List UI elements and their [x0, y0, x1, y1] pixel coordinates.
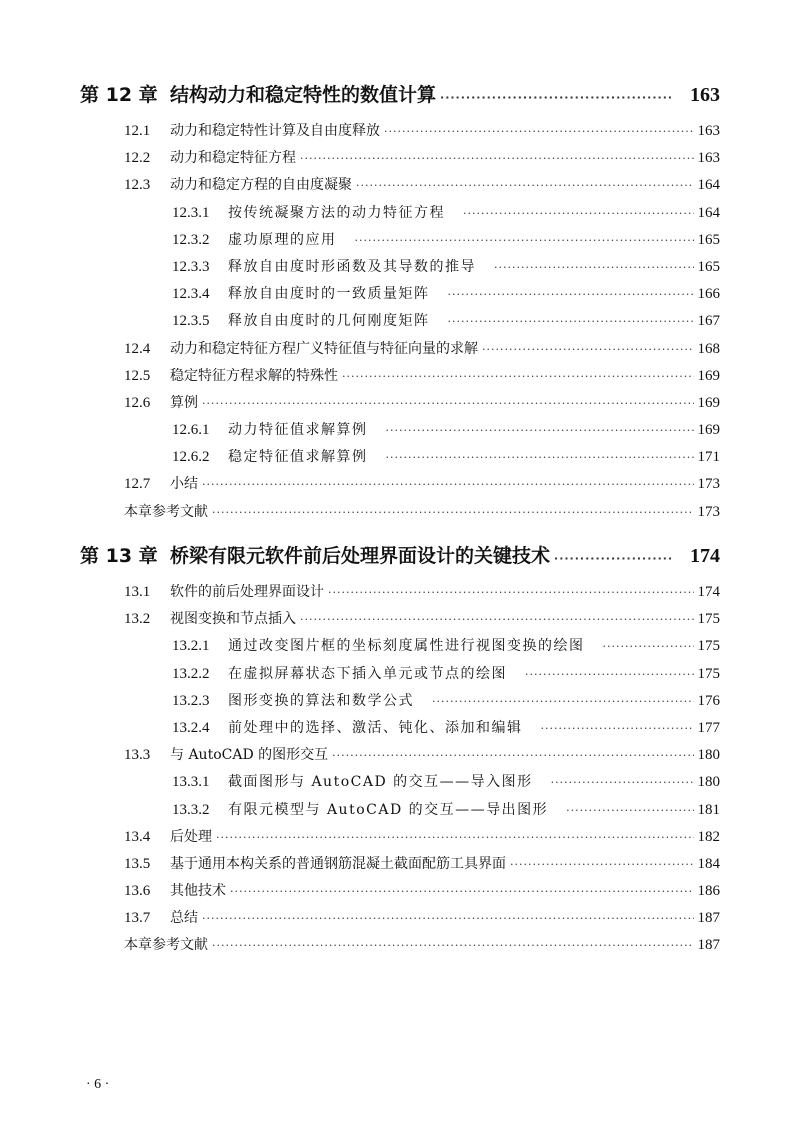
dot-leader	[386, 451, 694, 464]
section-number: 13.2	[124, 611, 151, 628]
toc-entry[interactable]	[80, 338, 720, 365]
dot-leader	[603, 640, 694, 653]
section-page: 175	[697, 638, 720, 655]
section-page: 163	[697, 123, 720, 139]
dot-leader	[482, 343, 694, 356]
section-title: 其他技术	[170, 883, 226, 900]
section-page: 163	[697, 150, 720, 167]
section-page: 182	[697, 828, 720, 845]
section-title: 通过改变图片框的坐标刻度属性进行视图变换的绘图	[228, 638, 585, 655]
section-number: 12.5	[124, 367, 151, 384]
section-title: 虚功原理的应用	[228, 231, 337, 248]
dot-leader	[355, 234, 694, 247]
dot-leader	[386, 424, 694, 437]
toc-entry[interactable]	[80, 229, 720, 256]
dot-leader	[463, 207, 694, 220]
section-title: 基于通用本构关系的普通钢筋混凝土截面配筋工具界面	[170, 855, 506, 872]
section-page: 186	[697, 883, 720, 900]
dot-leader	[202, 478, 694, 491]
section-number: 13.3	[124, 747, 151, 764]
section-page: 180	[697, 747, 720, 764]
section-title: 动力和稳定特征方程广义特征值与特征向量的求解	[170, 340, 478, 357]
section-title: 总结	[170, 910, 198, 927]
chapter-label: 第 13 章	[80, 545, 158, 567]
dot-leader	[212, 506, 694, 519]
toc-entry[interactable]	[80, 310, 720, 337]
section-page: 173	[697, 476, 720, 493]
section-title: 动力和稳定方程的自由度凝聚	[170, 177, 352, 194]
toc-entry[interactable]	[80, 635, 720, 662]
page-number: · 6 ·	[86, 1077, 110, 1092]
section-title: 释放自由度时形函数及其导数的推导	[228, 258, 476, 275]
chapter-page: 174	[690, 545, 720, 567]
section-title: 视图变换和节点插入	[170, 611, 296, 628]
section-number: 13.1	[124, 584, 151, 600]
chapter-13-section	[80, 541, 720, 962]
toc-entry[interactable]	[80, 771, 720, 798]
toc-entry[interactable]	[80, 147, 720, 174]
section-page: 171	[697, 449, 720, 466]
section-page: 167	[697, 313, 720, 330]
dot-leader	[202, 397, 694, 410]
toc-entry[interactable]	[80, 283, 720, 310]
chapter-title: 桥梁有限元软件前后处理界面设计的关键技术	[170, 545, 551, 567]
dot-leader	[541, 722, 694, 735]
section-title: 本章参考文献	[124, 937, 208, 954]
chapter-label: 第 12 章	[80, 84, 158, 106]
section-page: 169	[697, 367, 720, 384]
dot-leader	[356, 179, 694, 192]
dot-leader	[300, 152, 694, 165]
section-number: 12.6.2	[172, 449, 210, 466]
toc-entry[interactable]	[80, 120, 720, 147]
toc-entry[interactable]	[80, 907, 720, 934]
toc-entry[interactable]	[80, 446, 720, 473]
section-title: 后处理	[170, 828, 212, 845]
chapter-title: 结构动力和稳定特性的数值计算	[170, 84, 437, 106]
section-title: 稳定特征值求解算例	[228, 449, 368, 466]
section-number: 13.3.2	[172, 801, 210, 818]
section-page: 168	[697, 340, 720, 357]
chapter-12-section	[80, 80, 720, 528]
section-page: 165	[697, 258, 720, 275]
section-page: 173	[697, 503, 720, 520]
section-title: 稳定特征方程求解的特殊性	[170, 367, 338, 384]
dot-leader	[551, 776, 694, 789]
references-entry[interactable]	[80, 501, 720, 528]
chapter-page: 163	[690, 84, 720, 106]
toc-entry[interactable]	[80, 419, 720, 446]
dot-leader	[300, 613, 694, 626]
section-number: 12.3.3	[172, 258, 210, 275]
toc-entry[interactable]	[80, 717, 720, 744]
section-page: 180	[697, 774, 720, 791]
section-number: 13.4	[124, 828, 151, 845]
section-page: 169	[697, 394, 720, 411]
section-number: 12.3.1	[172, 204, 210, 221]
dot-leader	[432, 695, 694, 708]
section-number: 12.6	[124, 394, 151, 411]
dot-leader	[332, 749, 693, 762]
section-number: 12.3	[124, 177, 151, 194]
toc-entry[interactable]	[80, 365, 720, 392]
toc-entry[interactable]	[80, 256, 720, 283]
section-title: 截面图形与 AutoCAD 的交互——导入图形	[228, 774, 533, 791]
section-number: 12.4	[124, 340, 151, 357]
toc-entry[interactable]	[80, 853, 720, 880]
section-number: 13.7	[124, 910, 151, 927]
section-title: 软件的前后处理界面设计	[170, 584, 324, 600]
toc-entry[interactable]	[80, 799, 720, 826]
section-number: 12.3.4	[172, 286, 210, 303]
dot-leader	[440, 91, 672, 104]
section-number: 12.7	[124, 476, 151, 493]
section-title: 与 AutoCAD 的图形交互	[170, 747, 329, 764]
references-entry[interactable]	[80, 934, 720, 961]
dot-leader	[566, 804, 693, 817]
dot-leader	[554, 552, 672, 565]
chapter-heading[interactable]	[80, 80, 720, 110]
dot-leader	[494, 261, 694, 274]
dot-leader	[328, 586, 694, 599]
section-page: 177	[697, 719, 720, 736]
toc-entry[interactable]	[80, 174, 720, 201]
section-number: 12.3.2	[172, 231, 210, 248]
dot-leader	[230, 885, 694, 898]
section-number: 12.3.5	[172, 313, 210, 330]
toc-entry[interactable]	[80, 392, 720, 419]
section-page: 176	[697, 692, 720, 709]
section-number: 13.6	[124, 883, 151, 900]
dot-leader	[216, 831, 694, 844]
section-title: 有限元模型与 AutoCAD 的交互——导出图形	[228, 801, 549, 818]
section-page: 187	[697, 937, 720, 954]
section-title: 释放自由度时的一致质量矩阵	[228, 286, 430, 303]
section-page: 184	[697, 855, 720, 872]
dot-leader	[212, 939, 694, 952]
toc-entry[interactable]	[80, 744, 720, 771]
section-title: 图形变换的算法和数学公式	[228, 692, 414, 709]
section-number: 12.1	[124, 123, 151, 139]
section-page: 174	[697, 584, 720, 600]
section-number: 13.2.4	[172, 719, 210, 736]
section-page: 187	[697, 910, 720, 927]
section-page: 169	[697, 422, 720, 439]
section-title: 小结	[170, 476, 198, 493]
section-title: 按传统凝聚方法的动力特征方程	[228, 204, 445, 221]
section-number: 13.3.1	[172, 774, 210, 791]
section-number: 13.2.2	[172, 665, 210, 682]
section-number: 12.2	[124, 150, 151, 167]
section-title: 在虚拟屏幕状态下插入单元或节点的绘图	[228, 665, 507, 682]
toc-entry[interactable]	[80, 581, 720, 608]
dot-leader	[202, 912, 694, 925]
dot-leader	[448, 315, 694, 328]
section-page: 166	[697, 286, 720, 303]
toc-entry[interactable]	[80, 826, 720, 853]
section-page: 164	[697, 177, 720, 194]
section-page: 181	[697, 801, 720, 818]
toc-entry[interactable]	[80, 880, 720, 907]
toc-entry[interactable]	[80, 473, 720, 500]
section-title: 算例	[170, 394, 198, 411]
dot-leader	[342, 370, 694, 383]
section-title: 动力和稳定特性计算及自由度释放	[170, 123, 380, 139]
dot-leader	[525, 668, 694, 681]
section-number: 13.5	[124, 855, 151, 872]
toc-entry[interactable]	[80, 663, 720, 690]
toc-entry[interactable]	[80, 690, 720, 717]
toc-entry[interactable]	[80, 608, 720, 635]
dot-leader	[510, 858, 694, 871]
section-title: 动力和稳定特征方程	[170, 150, 296, 167]
section-number: 12.6.1	[172, 422, 210, 439]
toc-entry[interactable]	[80, 202, 720, 229]
section-page: 164	[697, 204, 720, 221]
section-title: 释放自由度时的几何刚度矩阵	[228, 313, 430, 330]
dot-leader	[384, 125, 694, 138]
section-number: 13.2.1	[172, 638, 210, 655]
section-page: 175	[697, 611, 720, 628]
section-title: 前处理中的选择、激活、钝化、添加和编辑	[228, 719, 523, 736]
section-number: 13.2.3	[172, 692, 210, 709]
dot-leader	[448, 288, 694, 301]
chapter-heading[interactable]	[80, 541, 720, 571]
section-title: 动力特征值求解算例	[228, 422, 368, 439]
section-title: 本章参考文献	[124, 503, 208, 520]
section-page: 165	[697, 231, 720, 248]
section-page: 175	[697, 665, 720, 682]
